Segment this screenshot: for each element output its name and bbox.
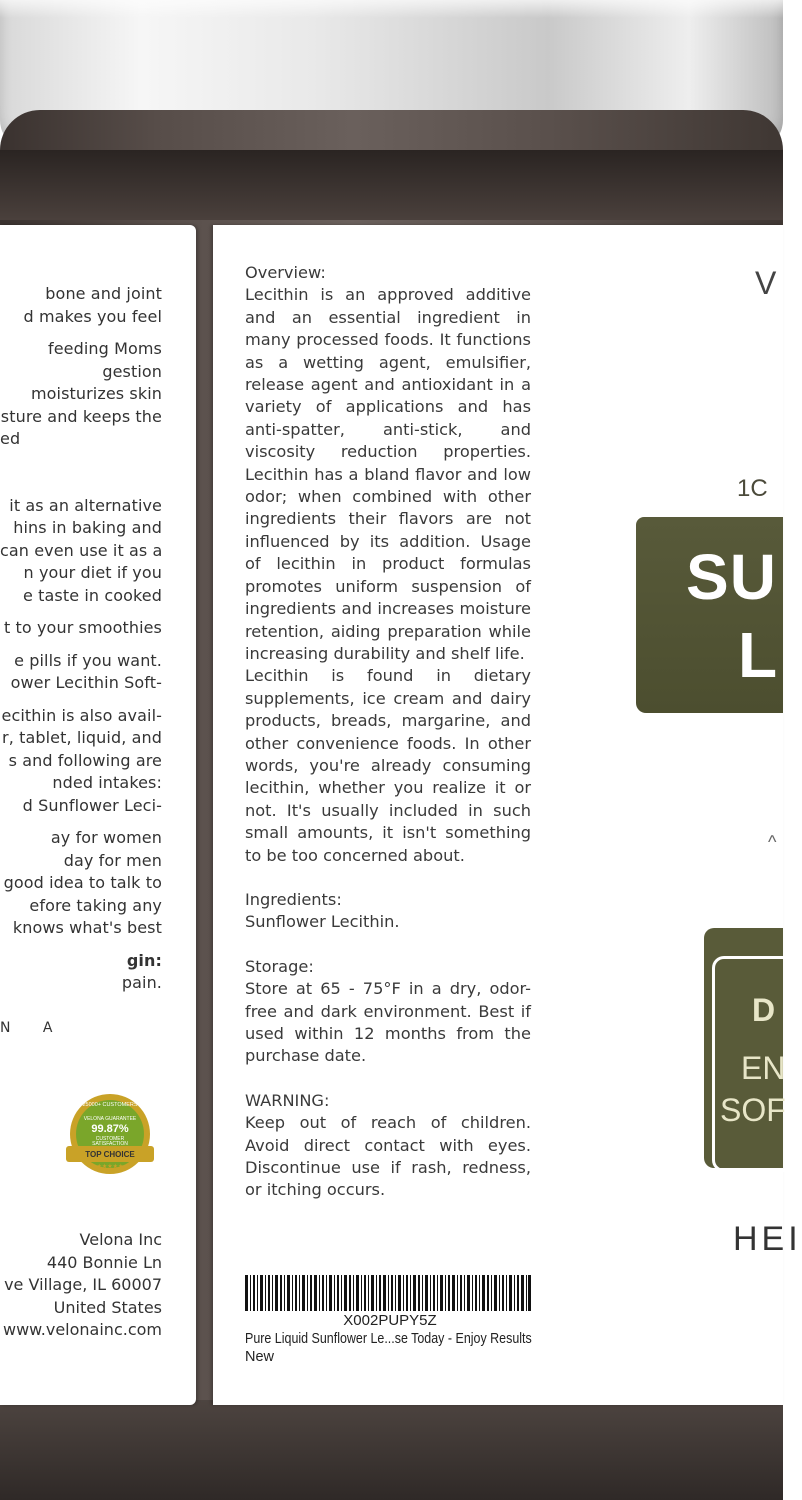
front-bottom-text: HEI bbox=[733, 1220, 802, 1258]
front-brand-letter: V bbox=[755, 265, 777, 301]
overview-heading: Overview: bbox=[245, 263, 326, 282]
address-line: ve Village, IL 60007 bbox=[4, 1275, 162, 1295]
left-line: e taste in cooked bbox=[23, 585, 162, 605]
left-line: can even use it as a bbox=[0, 540, 163, 560]
front-benefit-line1: D bbox=[752, 992, 776, 1028]
company-address bbox=[0, 1229, 162, 1342]
left-line: gin: bbox=[126, 950, 162, 970]
left-line: d Sunflower Leci- bbox=[22, 795, 162, 815]
left-line: nded intakes: bbox=[52, 773, 162, 792]
overview-paragraph-1: Lecithin is an approved additive and an essential ingredient in many processed foods. It functions as a wetting agent, emulsifier, release agent and antioxidant in a variety of applications and has anti-spatter, anti-stick, and viscosity reduction properties. Lecithin has a bland flavor and low odor; when combined with other ingredients their flavors are not influenced by its addition. Usage of lecithin in product formulas promotes uniform suspension of ingredients and increases moisture retention, aiding preparation while increasing durability and shelf life. bbox=[245, 285, 531, 663]
left-line: efore taking any bbox=[29, 895, 162, 915]
barcode-id: X002PUPY5Z bbox=[343, 1312, 437, 1329]
bottle-shoulder bbox=[0, 150, 783, 220]
address-line: www.velonainc.com bbox=[2, 1320, 162, 1340]
left-line: ed bbox=[0, 429, 21, 448]
left-line: moisturizes skin bbox=[30, 384, 162, 403]
front-title-line2: L bbox=[738, 619, 778, 691]
warning-text: Keep out of reach of children. Avoid direct contact with eyes. Discontinue use if rash, redness, or itching occurs. bbox=[245, 1113, 531, 1200]
badge-ribbon: TOP CHOICE bbox=[85, 1150, 135, 1159]
ingredients-heading: Ingredients: bbox=[245, 889, 342, 909]
left-line: r, tablet, liquid, and bbox=[2, 728, 162, 747]
front-benefit-line3: SOF bbox=[720, 1092, 786, 1128]
left-line: ay for women bbox=[50, 828, 162, 847]
left-brand-letters: N A bbox=[0, 1019, 67, 1036]
badge-top-text: 25000+ CUSTOMERS bbox=[82, 1102, 138, 1108]
left-line: s and following are bbox=[8, 750, 162, 770]
left-line: pain. bbox=[121, 973, 162, 992]
left-line: ower Lecithin Soft- bbox=[10, 673, 162, 692]
left-line: t to your smoothies bbox=[3, 618, 162, 637]
address-line: United States bbox=[53, 1297, 162, 1317]
left-line: n your diet if you bbox=[23, 563, 162, 582]
bottle-base bbox=[0, 1400, 783, 1500]
front-title-line1: SU bbox=[686, 541, 777, 613]
warning-heading: WARNING: bbox=[245, 1090, 330, 1110]
left-line: sture and keeps the bbox=[0, 406, 162, 426]
left-line: good idea to talk to bbox=[3, 873, 162, 892]
front-caret-icon: ^ bbox=[768, 832, 777, 852]
center-label-text bbox=[245, 262, 531, 1202]
storage-text: Store at 65 - 75°F in a dry, odor-free and dark environment. Best if used within 12 months from the purchase date. bbox=[245, 979, 531, 1066]
satisfaction-badge bbox=[60, 1088, 160, 1188]
badge-sub1: CUSTOMER bbox=[95, 1136, 125, 1142]
left-line: hins in baking and bbox=[13, 518, 162, 537]
left-line: gestion bbox=[102, 361, 162, 381]
address-line: Velona Inc bbox=[79, 1230, 162, 1249]
barcode-condition: New bbox=[245, 1349, 275, 1365]
ingredients-text: Sunflower Lecithin. bbox=[245, 912, 400, 932]
left-line: it as an alternative bbox=[9, 495, 162, 515]
storage-heading: Storage: bbox=[245, 956, 314, 976]
barcode-title: Pure Liquid Sunflower Le...se Today - Enjoy Results bbox=[245, 1331, 532, 1347]
barcode-sticker bbox=[245, 1275, 535, 1365]
left-line: ecithin is also avail- bbox=[1, 705, 162, 725]
left-line: d makes you feel bbox=[23, 306, 162, 326]
overview-paragraph-2: Lecithin is found in dietary supplements, ice cream and dairy products, breads, margarine, and other convenience foods. In other words, you're already consuming lecithin, whether you realize it or not. It's usually included in such small amounts, it isn't something to be too concerned about. bbox=[245, 666, 531, 865]
barcode-image bbox=[245, 1275, 531, 1311]
left-label-text bbox=[0, 283, 162, 1039]
address-line: 440 Bonnie Ln bbox=[46, 1252, 162, 1272]
front-count-text: 1C bbox=[737, 475, 768, 502]
left-line: knows what's best bbox=[12, 918, 162, 937]
left-line: e pills if you want. bbox=[14, 650, 162, 670]
badge-percent: 99.87% bbox=[91, 1123, 129, 1135]
left-line: day for men bbox=[63, 850, 162, 870]
left-line: bone and joint bbox=[45, 284, 162, 303]
left-line: feeding Moms bbox=[47, 339, 162, 358]
badge-guarantee-text: VELONA GUARANTEE bbox=[83, 1116, 137, 1122]
badge-stars: ★★★★★ bbox=[96, 1163, 124, 1170]
front-benefit-line2: EN bbox=[741, 1050, 786, 1086]
badge-sub2: SATISFACTION bbox=[92, 1141, 128, 1147]
